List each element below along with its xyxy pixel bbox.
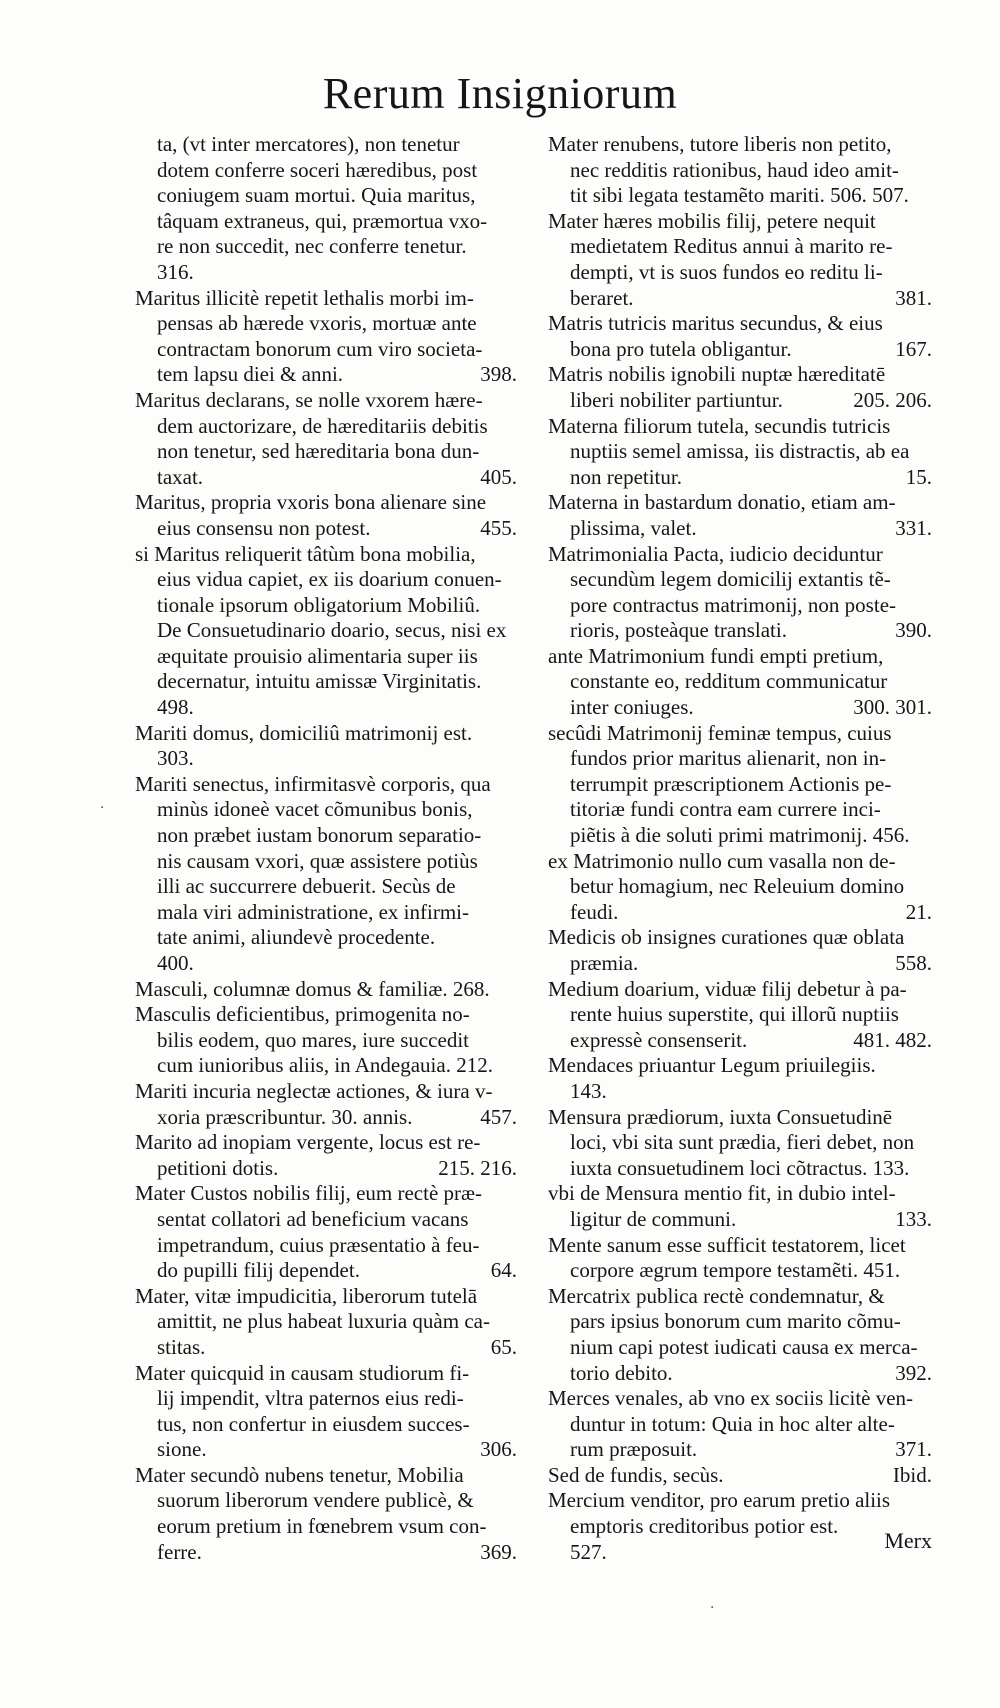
page-reference: 306. (480, 1437, 517, 1462)
entry-text: impetrandum, cuius præsentatio à feu- (157, 1232, 480, 1257)
entry-text: taxat. (157, 464, 204, 489)
entry-text: nec redditis rationibus, haud ideo amit- (570, 157, 899, 182)
entry-text: do pupilli filij dependet. (157, 1258, 360, 1283)
entry-text: secundùm legem domicilij extantis tẽ- (570, 567, 891, 592)
page-reference: 392. (895, 1360, 932, 1385)
entry-text: Mercatrix publica rectè condemnatur, & (548, 1283, 885, 1308)
index-line (135, 1309, 521, 1335)
entry-text: loci, vbi sita sunt prædia, fieri debet, non (570, 1130, 915, 1155)
left-column (135, 132, 521, 1565)
index-line (135, 797, 521, 823)
page-reference: 300. 301. (853, 695, 932, 720)
index-line (548, 772, 936, 798)
index-line (135, 1335, 521, 1361)
index-line (135, 1207, 521, 1233)
index-line (135, 567, 521, 593)
index-line (548, 1335, 936, 1361)
page-reference: 369. (480, 1539, 517, 1564)
entry-text: Sed de fundis, secùs. (548, 1462, 724, 1487)
index-line (135, 1488, 521, 1514)
entry-text: bilis eodem, quo mares, iure succedit (157, 1027, 469, 1052)
page-reference: 15. (905, 464, 932, 489)
index-line (135, 209, 521, 235)
entry-text: emptoris creditoribus potior est. (570, 1514, 839, 1539)
entry-text: Mente sanum esse sufficit testatorem, licet (548, 1232, 906, 1257)
entry-text: liberi nobiliter partiuntur. (570, 387, 783, 412)
entry-text: contractam bonorum cum viro societa- (157, 336, 483, 361)
entry-text: fundos prior maritus alienarit, non in- (570, 746, 887, 771)
index-line (548, 1309, 936, 1335)
entry-text: Mensura prædiorum, iuxta Consuetudinē (548, 1104, 893, 1129)
entry-text: stitas. (157, 1334, 206, 1359)
entry-text: Mariti senectus, infirmitasvè corporis, qua (135, 771, 491, 796)
entry-text: si Maritus reliquerit tâtùm bona mobilia, (135, 541, 476, 566)
entry-text: decernatur, intuitu amissæ Virginitatis. (157, 669, 482, 694)
entry-text: petitioni dotis. (157, 1155, 279, 1180)
entry-text: bona pro tutela obligantur. (570, 336, 792, 361)
index-line (135, 1284, 521, 1310)
index-line (548, 1258, 936, 1284)
index-line (548, 951, 936, 977)
entry-text: torio debito. (570, 1360, 673, 1385)
entry-text: Mater quicquid in causam studiorum fi- (135, 1360, 470, 1385)
entry-text: Mariti incuria neglectæ actiones, & iura v- (135, 1078, 493, 1103)
page-reference: Ibid. (892, 1462, 932, 1487)
index-line (135, 132, 521, 158)
page-reference: 390. (895, 618, 932, 643)
entry-text: sentat collatori ad beneficium vacans (157, 1206, 469, 1231)
index-line (135, 1156, 521, 1182)
page-reference: 21. (905, 899, 932, 924)
entry-text: ex Matrimonio nullo cum vasalla non de- (548, 848, 896, 873)
entry-text: feudi. (570, 899, 619, 924)
index-line (548, 1437, 936, 1463)
page-reference: 133. (895, 1206, 932, 1231)
entry-text: 498. (157, 695, 194, 720)
index-line (135, 1002, 521, 1028)
entry-text: Maritus illicitè repetit lethalis morbi im- (135, 285, 474, 310)
page-reference: 481. 482. (853, 1027, 932, 1052)
page-reference: 215. 216. (438, 1155, 517, 1180)
index-line (548, 874, 936, 900)
index-line (548, 567, 936, 593)
entry-text: pars ipsius bonorum cum marito cõmu- (570, 1309, 901, 1334)
entry-text: Materna filiorum tutela, secundis tutricis (548, 413, 891, 438)
entry-text: nium capi potest iudicati causa ex merca- (570, 1334, 918, 1359)
index-line (135, 849, 521, 875)
index-line (548, 1079, 936, 1105)
index-line (135, 1181, 521, 1207)
index-line (135, 1386, 521, 1412)
index-line (548, 823, 936, 849)
entry-text: inter coniuges. (570, 695, 694, 720)
entry-text: pensas ab hærede vxoris, mortuæ ante (157, 311, 477, 336)
index-line (548, 721, 936, 747)
entry-text: amittit, ne plus habeat luxuria quàm ca- (157, 1309, 490, 1334)
page-reference: 167. (895, 336, 932, 361)
index-line (548, 1540, 936, 1566)
entry-text: Mercium venditor, pro earum pretio aliis (548, 1488, 891, 1513)
entry-text: pore contractus matrimonij, non poste- (570, 592, 897, 617)
index-line (548, 132, 936, 158)
entry-text: re non succedit, nec conferre tenetur. (157, 234, 467, 259)
index-line (135, 1233, 521, 1259)
entry-text: cum iunioribus aliis, in Andegauia. 212. (157, 1053, 493, 1078)
index-line (135, 465, 521, 491)
page-reference: 381. (895, 285, 932, 310)
index-line (548, 1156, 936, 1182)
entry-text: rente huius superstite, qui illorũ nuptiis (570, 1002, 899, 1027)
index-line (135, 311, 521, 337)
index-line (548, 439, 936, 465)
entry-text: beraret. (570, 285, 634, 310)
index-line (135, 1258, 521, 1284)
entry-text: 400. (157, 951, 194, 975)
entry-text: Mater, vitæ impudicitia, liberorum tutelā (135, 1283, 478, 1308)
index-line (548, 1463, 936, 1489)
entry-text: tionale ipsorum obligatorium Mobiliû. (157, 592, 481, 617)
entry-text: Matrimonialia Pacta, iudicio deciduntur (548, 541, 883, 566)
index-line (548, 1130, 936, 1156)
index-line (548, 234, 936, 260)
index-line (135, 1053, 521, 1079)
index-line (548, 1386, 936, 1412)
entry-text: rioris, posteàque translati. (570, 618, 787, 643)
index-line (548, 1002, 936, 1028)
page-reference: 558. (895, 951, 932, 975)
index-line (135, 900, 521, 926)
entry-text: Marito ad inopiam vergente, locus est re- (135, 1130, 481, 1155)
index-line (548, 1207, 936, 1233)
index-line (548, 1028, 936, 1054)
entry-text: Mater Custos nobilis filij, eum rectè præ- (135, 1181, 483, 1206)
entry-text: dempti, vt is suos fundos eo reditu li- (570, 259, 883, 284)
entry-text: non repetitur. (570, 464, 682, 489)
entry-text: lij impendit, vltra paternos eius redi- (157, 1386, 464, 1411)
entry-text: nis causam vxori, quæ assistere potiùs (157, 848, 478, 873)
index-line (135, 644, 521, 670)
index-line (548, 797, 936, 823)
index-line (548, 490, 936, 516)
entry-text: eorum pretium in fœnebrem vsum con- (157, 1514, 487, 1539)
page-reference: 398. (480, 362, 517, 387)
entry-text: Maritus declarans, se nolle vxorem hære- (135, 387, 483, 412)
entry-text: præmia. (570, 951, 639, 975)
index-line (135, 746, 521, 772)
entry-text: nuptiis semel amissa, iis distractis, ab ea (570, 439, 910, 464)
entry-text: mala viri administratione, ex infirmi- (157, 899, 469, 924)
entry-text: æquitate prouisio alimentaria super iis (157, 643, 478, 668)
index-line (548, 977, 936, 1003)
entry-text: Merces venales, ab vno ex sociis licitè ven- (548, 1386, 914, 1411)
index-line (135, 1028, 521, 1054)
index-line (548, 516, 936, 542)
index-line (548, 465, 936, 491)
entry-text: Mater hæres mobilis filij, petere nequit (548, 208, 876, 233)
entry-text: ligitur de communi. (570, 1206, 737, 1231)
entry-text: 316. (157, 259, 194, 284)
index-line (548, 593, 936, 619)
entry-text: xoria præscribuntur. 30. annis. (157, 1104, 413, 1129)
index-line (548, 669, 936, 695)
index-line (548, 1284, 936, 1310)
index-line (135, 618, 521, 644)
catchword: Merx (884, 1528, 932, 1553)
index-line (135, 695, 521, 721)
index-line (135, 823, 521, 849)
page-reference: 331. (895, 515, 932, 540)
entry-text: Mendaces priuantur Legum priuilegiis. (548, 1053, 876, 1078)
entry-text: 527. (570, 1539, 607, 1564)
entry-text: Medium doarium, viduæ filij debetur à pa- (548, 976, 907, 1001)
index-line (135, 1079, 521, 1105)
page-reference: 371. (895, 1437, 932, 1462)
index-line (135, 1540, 521, 1566)
entry-text: 303. (157, 746, 194, 771)
index-line (135, 337, 521, 363)
index-line (135, 772, 521, 798)
entry-text: illi ac succurrere debuerit. Secùs de (157, 874, 456, 899)
entry-text: vbi de Mensura mentio fit, in dubio intel- (548, 1181, 896, 1206)
index-line (135, 874, 521, 900)
index-line (548, 311, 936, 337)
entry-text: piẽtis à die soluti primi matrimonij. 456. (570, 823, 910, 848)
index-line (548, 209, 936, 235)
index-line (135, 260, 521, 286)
index-line (135, 925, 521, 951)
index-line (548, 618, 936, 644)
entry-text: plissima, valet. (570, 515, 697, 540)
index-line (548, 1412, 936, 1438)
entry-text: Maritus, propria vxoris bona alienare sine (135, 490, 487, 515)
entry-text: tâquam extraneus, qui, præmortua vxo- (157, 208, 488, 233)
entry-text: tate animi, aliundevè procedente. (157, 925, 436, 950)
page-reference: 64. (490, 1258, 517, 1283)
index-line (548, 849, 936, 875)
entry-text: medietatem Reditus annui à marito re- (570, 234, 893, 259)
index-line (135, 669, 521, 695)
index-line (135, 158, 521, 184)
entry-text: Medicis ob insignes curationes quæ oblata (548, 925, 905, 950)
entry-text: Mater renubens, tutore liberis non petito, (548, 132, 892, 156)
index-line (135, 542, 521, 568)
index-line (548, 388, 936, 414)
index-line (135, 1514, 521, 1540)
index-line (548, 1488, 936, 1514)
index-line (548, 1233, 936, 1259)
index-line (548, 1181, 936, 1207)
index-line (548, 260, 936, 286)
entry-text: constante eo, redditum communicatur (570, 669, 888, 694)
entry-text: terrumpit præscriptionem Actionis pe- (570, 771, 892, 796)
index-line (548, 900, 936, 926)
index-line (135, 721, 521, 747)
index-line (135, 234, 521, 260)
speck-mark: · (100, 800, 105, 816)
entry-text: De Consuetudinario doario, secus, nisi ex (157, 618, 507, 643)
index-line (548, 746, 936, 772)
entry-text: iuxta consuetudinem loci cõtractus. 133. (570, 1155, 910, 1180)
entry-text: sione. (157, 1437, 207, 1462)
page-reference: 405. (480, 464, 517, 489)
index-line (135, 977, 521, 1003)
entry-text: Masculi, columnæ domus & familiæ. 268. (135, 976, 490, 1001)
entry-text: secûdi Matrimonij feminæ tempus, cuius (548, 720, 892, 745)
right-column (548, 132, 936, 1565)
entry-text: dotem conferre soceri hæredibus, post (157, 157, 478, 182)
entry-text: Matris nobilis ignobili nuptæ hæreditatē (548, 362, 886, 387)
entry-text: ta, (vt inter mercatores), non tenetur (157, 132, 460, 156)
entry-text: Matris tutricis maritus secundus, & eius (548, 311, 883, 336)
index-line (548, 414, 936, 440)
entry-text: duntur in totum: Quia in hoc alter alte- (570, 1411, 895, 1436)
page-reference: 457. (480, 1104, 517, 1129)
index-line (135, 490, 521, 516)
index-line (548, 925, 936, 951)
index-line (135, 1130, 521, 1156)
entry-text: 143. (570, 1078, 607, 1103)
running-title: Rerum Insigniorum (322, 69, 678, 118)
index-line (548, 1105, 936, 1131)
index-line (135, 516, 521, 542)
index-line (135, 951, 521, 977)
index-line (135, 414, 521, 440)
index-line (135, 183, 521, 209)
entry-text: titoriæ fundi contra eam currere inci- (570, 797, 881, 822)
index-line (548, 1361, 936, 1387)
index-line (135, 1105, 521, 1131)
index-line (548, 286, 936, 312)
entry-text: betur homagium, nec Releuium domino (570, 874, 905, 899)
index-line (135, 1463, 521, 1489)
index-line (135, 388, 521, 414)
entry-text: tem lapsu diei & anni. (157, 362, 344, 387)
index-line (135, 1412, 521, 1438)
entry-text: Mariti domus, domiciliû matrimonij est. (135, 720, 473, 745)
index-line (135, 439, 521, 465)
index-line (548, 644, 936, 670)
entry-text: dem auctorizare, de hæreditariis debitis (157, 413, 488, 438)
index-line (548, 183, 936, 209)
entry-text: coniugem suam mortui. Quia maritus, (157, 183, 476, 208)
index-line (135, 286, 521, 312)
index-line (548, 158, 936, 184)
index-line (135, 1437, 521, 1463)
index-line (135, 1361, 521, 1387)
page-reference: 205. 206. (853, 387, 932, 412)
entry-text: Mater secundò nubens tenetur, Mobilia (135, 1462, 464, 1487)
index-line (548, 362, 936, 388)
entry-text: suorum liberorum vendere publicè, & (157, 1488, 474, 1513)
entry-text: non præbet iustam bonorum separatio- (157, 823, 482, 848)
entry-text: rum præposuit. (570, 1437, 698, 1462)
index-line (548, 1514, 936, 1540)
entry-text: ante Matrimonium fundi empti pretium, (548, 643, 884, 668)
page-reference: 455. (480, 515, 517, 540)
entry-text: expressè consenserit. (570, 1027, 748, 1052)
entry-text: Materna in bastardum donatio, etiam am- (548, 490, 896, 515)
index-line (548, 337, 936, 363)
entry-text: minùs idoneè vacet cõmunibus bonis, (157, 797, 473, 822)
entry-text: ferre. (157, 1539, 202, 1564)
entry-text: eius vidua capiet, ex iis doarium conuen- (157, 567, 502, 592)
index-line (135, 593, 521, 619)
entry-text: tus, non confertur in eiusdem succes- (157, 1411, 470, 1436)
index-line (548, 542, 936, 568)
index-line (548, 1053, 936, 1079)
entry-text: corpore ægrum tempore testamẽti. 451. (570, 1258, 901, 1283)
speck-mark: · (710, 1600, 715, 1616)
entry-text: non tenetur, sed hæreditaria bona dun- (157, 439, 480, 464)
page-reference: 65. (490, 1334, 517, 1359)
entry-text: Masculis deficientibus, primogenita no- (135, 1002, 470, 1027)
index-line (135, 362, 521, 388)
entry-text: eius consensu non potest. (157, 515, 371, 540)
index-line (548, 695, 936, 721)
entry-text: tit sibi legata testamẽto mariti. 506. 507. (570, 183, 909, 208)
